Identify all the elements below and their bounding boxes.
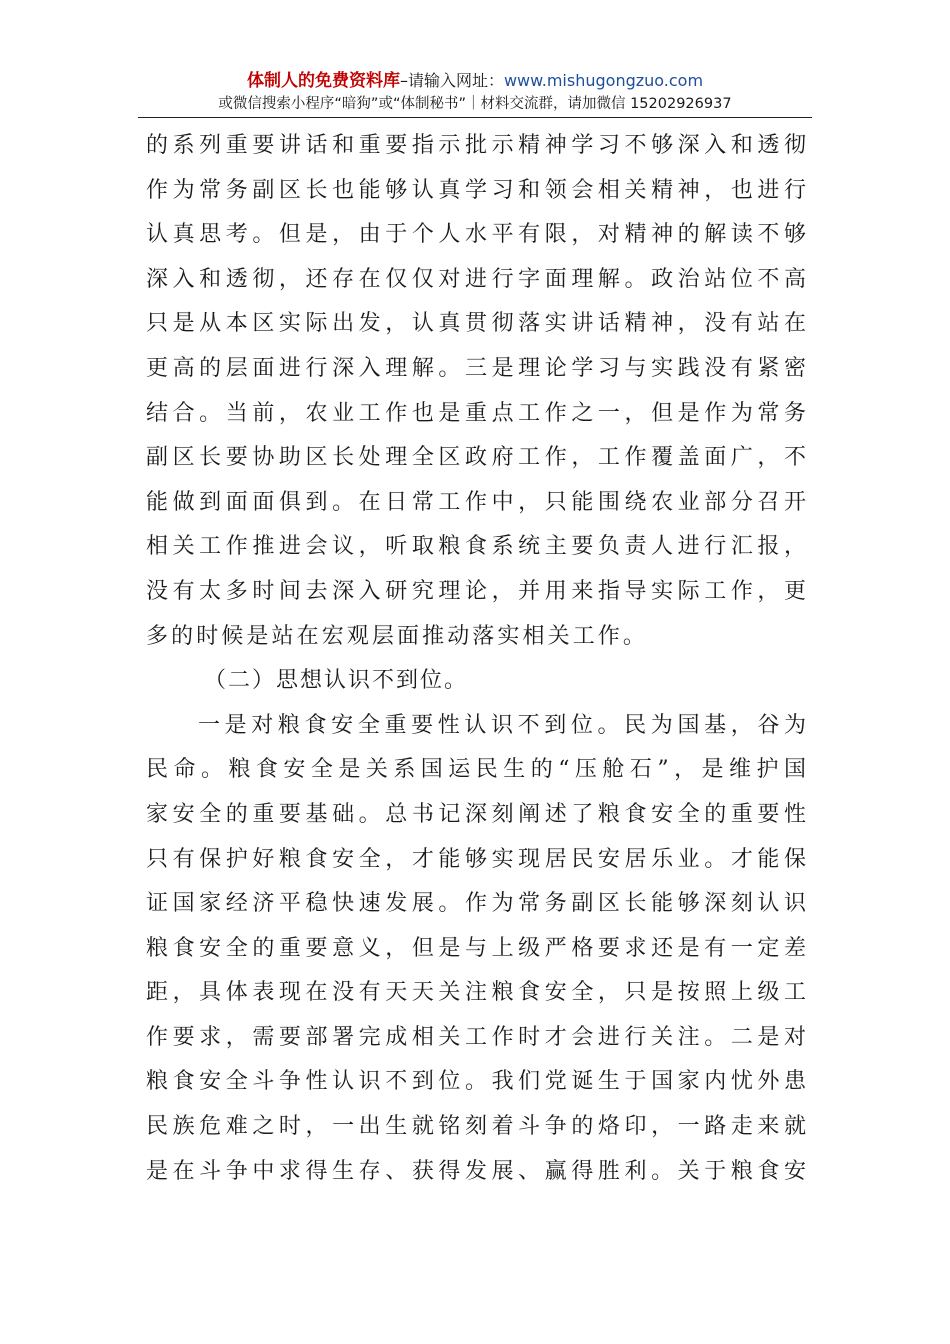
body-line: 作为常务副区长也能够认真学习和领会相关精神，也进行 xyxy=(146,177,806,203)
body-line: 只是从本区实际出发，认真贯彻落实讲话精神，没有站在 xyxy=(146,311,806,337)
page-header xyxy=(0,70,950,115)
body-line: 深入和透彻，还存在仅仅对进行字面理解。政治站位不高 xyxy=(146,266,806,292)
body-line: 证国家经济平稳快速发展。作为常务副区长能够深刻认识 xyxy=(146,891,806,917)
body-line: 粮食安全斗争性认识不到位。我们党诞生于国家内忧外患 xyxy=(146,1069,806,1095)
body-line: 的系列重要讲话和重要指示批示精神学习不够深入和透彻 xyxy=(146,133,806,158)
body-line: 结合。当前，农业工作也是重点工作之一，但是作为常务 xyxy=(146,400,806,426)
body-line: 作要求，需要部署完成相关工作时才会进行关注。二是对 xyxy=(146,1024,806,1050)
body-line: 距，具体表现在没有天天关注粮食安全，只是按照上级工 xyxy=(146,980,806,1006)
header-url-link[interactable]: www.mishugongzuo.com xyxy=(503,71,704,90)
body-line: 一是对粮食安全重要性认识不到位。民为国基，谷为 xyxy=(198,712,806,738)
body-line: 家安全的重要基础。总书记深刻阐述了粮食安全的重要性 xyxy=(146,801,806,827)
body-line: 民命。粮食安全是关系国运民生的“压舱石”，是维护国 xyxy=(146,757,806,783)
body-line: 没有太多时间去深入研究理论，并用来指导实际工作，更 xyxy=(146,578,806,604)
body-line: 民族危难之时，一出生就铭刻着斗争的烙印，一路走来就 xyxy=(146,1114,806,1140)
section-heading: （二）思想认识不到位。 xyxy=(204,668,469,694)
body-line: 只有保护好粮食安全，才能够实现居民安居乐业。才能保 xyxy=(146,846,806,872)
body-line: 更高的层面进行深入理解。三是理论学习与实践没有紧密 xyxy=(146,355,806,381)
document-body xyxy=(146,124,806,1194)
body-line: 多的时候是站在宏观层面推动落实相关工作。 xyxy=(146,623,649,649)
body-line: 认真思考。但是，由于个人水平有限，对精神的解读不够 xyxy=(146,222,806,248)
header-banner xyxy=(0,70,950,92)
body-line: 是在斗争中求得生存、获得发展、赢得胜利。关于粮食安 xyxy=(146,1158,806,1184)
header-subline: 或微信搜索小程序“暗狗”或“体制秘书”｜材料交流群，请加微信 15202926937 xyxy=(218,96,732,112)
body-line: 相关工作推进会议，听取粮食系统主要负责人进行汇报， xyxy=(146,534,806,560)
body-line: 能做到面面俱到。在日常工作中，只能围绕农业部分召开 xyxy=(146,489,806,515)
header-hint: –请输入网址： xyxy=(399,71,504,90)
header-divider xyxy=(138,117,812,118)
header-brand: 体制人的免费资料库 xyxy=(246,71,400,91)
body-line: 粮食安全的重要意义，但是与上级严格要求还是有一定差 xyxy=(146,935,806,961)
body-line: 副区长要协助区长处理全区政府工作，工作覆盖面广，不 xyxy=(146,445,806,471)
